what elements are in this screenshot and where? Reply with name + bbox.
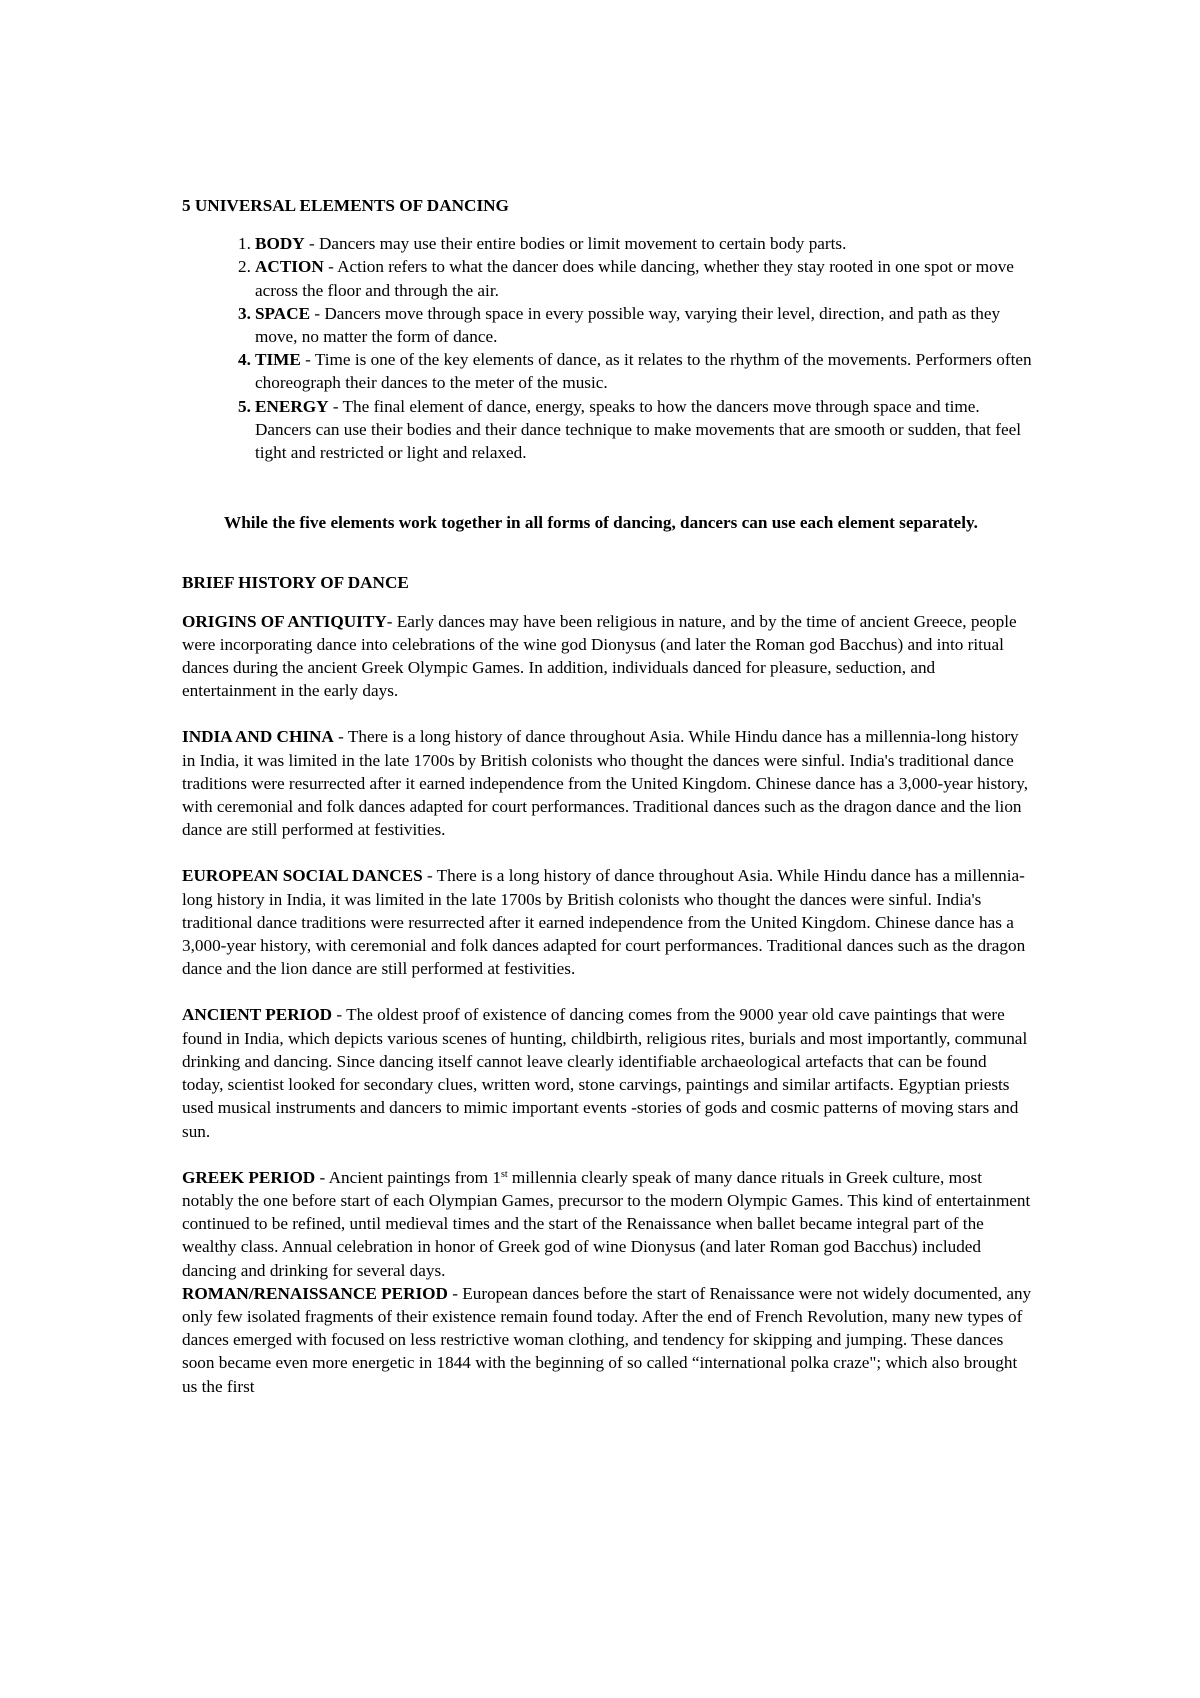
list-item	[182, 395, 1032, 465]
elements-list	[182, 232, 1032, 464]
elements-note: While the five elements work together in all forms of dancing, dancers can use each element separately.	[224, 513, 978, 533]
history-heading: BRIEF HISTORY OF DANCE	[182, 573, 409, 593]
section-india-china	[182, 725, 1032, 841]
section-roman	[182, 1282, 1032, 1398]
list-number: 1.	[238, 234, 251, 254]
section-text: - There is a long history of dance throughout Asia. While Hindu dance has a millennia-long history in India, it was limited in the late 1700s by British colonists who thought the dances were sinful. India's traditional dance traditions were resurrected after it earned independence from the United Kingdom. Chinese dance has a 3,000-year history, with ceremonial and folk dances adapted for court performances. Traditional dances such as the dragon dance and the lion dance are still performed at festivities.	[182, 727, 1029, 840]
list-item	[182, 255, 1032, 301]
element-term: SPACE	[255, 303, 311, 323]
element-description: - The final element of dance, energy, speaks to how the dancers move through space and time. Dancers can use their bodies and their dance technique to make movements that are smooth or sudden, that feel tight and restricted or light and relaxed.	[255, 396, 1022, 463]
section-text: - Ancient paintings from 1	[315, 1167, 501, 1187]
element-description: - Action refers to what the dancer does while dancing, whether they stay rooted in one spot or move across the floor and through the air.	[255, 257, 1014, 300]
element-description: - Dancers move through space in every possible way, varying their level, direction, and path as they move, no matter the form of dance.	[255, 303, 1001, 347]
list-item	[182, 302, 1032, 348]
page-title: 5 UNIVERSAL ELEMENTS OF DANCING	[182, 196, 509, 215]
element-term: ACTION	[255, 257, 324, 277]
section-antiquity	[182, 610, 1032, 703]
document-page	[182, 194, 1032, 1398]
list-number: 5.	[238, 396, 251, 416]
list-item	[182, 348, 1032, 394]
element-term: TIME	[255, 350, 301, 370]
section-text-continued: millennia clearly speak of many dance rituals in Greek culture, most notably the one before start of each Olympian Games, precursor to the modern Olympic Games. This kind of entertainment continued to be refined, until medieval times and the start of the Renaissance when ballet became integral part of the wealthy class. Annual celebration in honor of Greek god of wine Dionysus (and later Roman god Bacchus) included dancing and drinking for several days.	[182, 1167, 1031, 1280]
ordinal-superscript: st	[500, 1168, 508, 1180]
section-greek	[182, 1166, 1032, 1282]
list-number: 4.	[238, 350, 251, 370]
section-text: - The oldest proof of existence of dancing comes from the 9000 year old cave paintings that were found in India, which depicts various scenes of hunting, childbirth, religious rites, burials and most importantly, communal drinking and dancing. Since dancing itself cannot leave clearly identifiable archaeological artefacts that can be found today, scientist looked for secondary clues, written word, stone carvings, paintings and similar artifacts. Egyptian priests used musical instruments and dancers to mimic important events -stories of gods and cosmic patterns of moving stars and sun.	[182, 1005, 1028, 1141]
element-description: - Dancers may use their entire bodies or limit movement to certain body parts.	[304, 234, 847, 254]
section-term: ROMAN/RENAISSANCE PERIOD	[182, 1283, 448, 1303]
list-item	[182, 232, 1032, 255]
element-description: - Time is one of the key elements of dance, as it relates to the rhythm of the movements. Performers often choreograph their dances to the meter of the music.	[255, 350, 1032, 393]
section-european	[182, 864, 1032, 980]
section-text: - Early dances may have been religious in nature, and by the time of ancient Greece, people were incorporating dance into celebrations of the wine god Dionysus (and later the Roman god Bacchus) and into ritual dances during the ancient Greek Olympic Games. In addition, individuals danced for pleasure, seduction, and entertainment in the early days.	[182, 611, 1017, 701]
section-text: - European dances before the start of Renaissance were not widely documented, any only few isolated fragments of their existence remain found today. After the end of French Revolution, many new types of dances emerged with focused on less restrictive woman clothing, and tendency for skipping and jumping. These dances soon became even more energetic in 1844 with the beginning of so called “international polka craze"; which also brought us the first	[182, 1283, 1032, 1396]
element-term: BODY	[255, 234, 305, 254]
section-term: ANCIENT PERIOD	[182, 1005, 333, 1025]
section-term: EUROPEAN SOCIAL DANCES	[182, 866, 423, 886]
section-term: INDIA AND CHINA	[182, 727, 334, 747]
section-term: ORIGINS OF ANTIQUITY	[182, 611, 387, 631]
list-number: 2.	[238, 257, 251, 277]
section-ancient	[182, 1003, 1032, 1142]
section-text: - There is a long history of dance throughout Asia. While Hindu dance has a millennia-long history in India, it was limited in the late 1700s by British colonists who thought the dances were sinful. India's traditional dance traditions were resurrected after it earned independence from the United Kingdom. Chinese dance has a 3,000-year history, with ceremonial and folk dances adapted for court performances. Traditional dances such as the dragon dance and the lion dance are still performed at festivities.	[182, 866, 1026, 979]
list-number: 3.	[238, 303, 251, 323]
section-term: GREEK PERIOD	[182, 1167, 316, 1187]
element-term: ENERGY	[255, 396, 329, 416]
